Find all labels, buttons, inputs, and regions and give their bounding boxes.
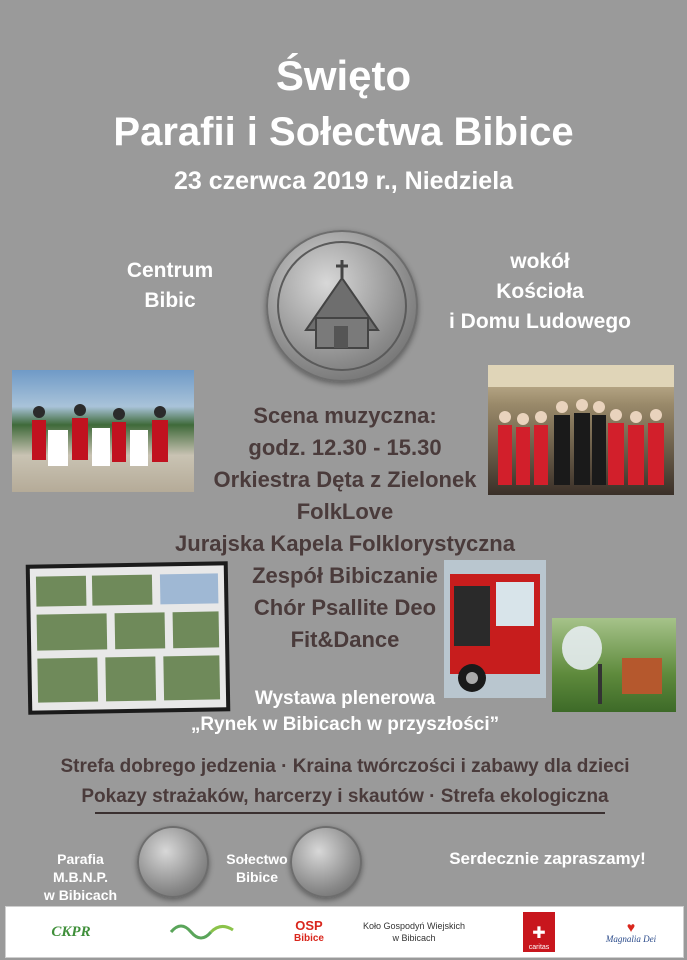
sponsors-footer — [5, 906, 684, 958]
exhibition-name: „Rynek w Bibicach w przyszłości” — [190, 714, 500, 735]
divider — [95, 812, 605, 814]
village-label-line: Bibice — [235, 869, 278, 885]
invitation-text: Serdecznie zapraszamy! — [449, 849, 646, 868]
village-label — [222, 850, 292, 886]
kgw-logo: Koło Gospodyń Wiejskich w Bibicach — [362, 921, 466, 943]
program-line: Chór Psallite Deo — [253, 595, 437, 620]
event-date: 23 czerwca 2019 r., Niedziela — [173, 167, 514, 195]
parish-label-line: Parafia M.B.N.P. — [53, 851, 108, 885]
zones-line-2: Pokazy strażaków, harcerzy i skautów · Strefa ekologiczna — [81, 786, 609, 807]
osp-bibice-logo: OSP Bibice — [293, 918, 324, 944]
parish-label — [28, 850, 133, 904]
church-medal-image — [266, 230, 418, 382]
event-zones — [20, 752, 670, 812]
title-line-2: Parafii i Sołectwa Bibice — [113, 110, 574, 154]
program-line: FolkLove — [296, 499, 394, 524]
program-line: godz. 12.30 - 15.30 — [248, 435, 442, 460]
parish-medal-image — [137, 826, 209, 898]
village-medal-image — [290, 826, 362, 898]
program-line: Scena muzyczna: — [253, 403, 437, 428]
program-line: Fit&Dance — [290, 627, 400, 652]
magnalia-dei-logo: ♥ Magnalia Dei — [605, 919, 657, 944]
location-right-line: i Domu Ludowego — [449, 310, 631, 333]
location-left-line: Bibic — [144, 289, 196, 312]
location-right-line: wokół — [510, 250, 570, 273]
ecology-demo-photo — [552, 618, 676, 712]
village-label-line: Sołectwo — [226, 851, 288, 867]
exhibition-info — [150, 686, 540, 738]
location-left-line: Centrum — [126, 259, 214, 282]
location-left — [110, 256, 230, 316]
zones-line-1: Strefa dobrego jedzenia · Kraina twórczości i zabawy dla dzieci — [60, 756, 630, 777]
program-line: Zespół Bibiczanie — [252, 563, 438, 588]
title-line-1: Święto — [275, 52, 412, 99]
location-right-line: Kościoła — [496, 280, 584, 303]
program-line: Jurajska Kapela Folklorystyczna — [175, 531, 515, 556]
ckpr-logo: CKPR — [51, 923, 91, 940]
music-stage-program — [120, 400, 570, 656]
location-right — [440, 247, 640, 337]
exhibition-title: Wystawa plenerowa — [254, 688, 436, 709]
heart-hands-logo — [156, 907, 246, 957]
caritas-logo: ✚ caritas — [516, 907, 562, 957]
program-line: Orkiestra Dęta z Zielonek — [213, 467, 477, 492]
parish-label-line: w Bibicach — [43, 887, 118, 903]
